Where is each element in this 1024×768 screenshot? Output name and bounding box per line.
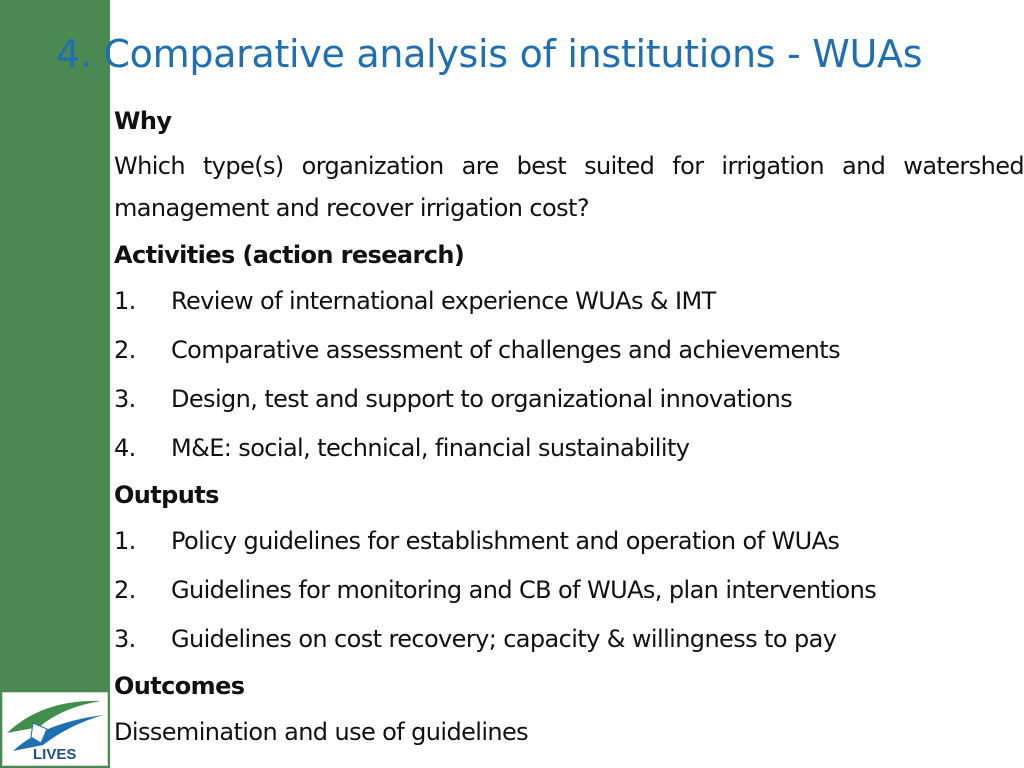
list-number: 2. [114, 336, 136, 364]
list-number: 1. [114, 527, 136, 555]
slide-title: 4. Comparative analysis of institutions - WUAs [56, 32, 923, 76]
outcomes-heading: Outcomes [114, 672, 245, 700]
list-number: 4. [114, 434, 136, 462]
list-text: Design, test and support to organizational innovations [171, 385, 793, 413]
outcomes-text: Dissemination and use of guidelines [114, 718, 529, 746]
list-text: M&E: social, technical, financial sustainability [171, 434, 690, 462]
list-number: 3. [114, 385, 136, 413]
left-sidebar-bar [0, 0, 110, 768]
list-item [114, 566, 1024, 615]
why-heading: Why [114, 107, 172, 135]
list-number: 3. [114, 625, 136, 653]
slide-content [114, 99, 1024, 756]
list-number: 2. [114, 576, 136, 604]
activities-list [114, 277, 1024, 473]
list-text: Guidelines on cost recovery; capacity & willingness to pay [171, 625, 837, 653]
list-text: Policy guidelines for establishment and operation of WUAs [171, 527, 840, 555]
list-item [114, 517, 1024, 566]
why-text: Which type(s) organization are best suited for irrigation and watershed management and recover irrigation cost? [114, 152, 1024, 222]
list-item [114, 424, 1024, 473]
list-item [114, 277, 1024, 326]
list-item [114, 615, 1024, 664]
list-item [114, 326, 1024, 375]
list-item [114, 375, 1024, 424]
list-text: Comparative assessment of challenges and achievements [171, 336, 840, 364]
list-text: Review of international experience WUAs & IMT [171, 287, 716, 315]
lives-logo-graphic [3, 693, 107, 765]
lives-logo [2, 692, 108, 766]
outputs-list [114, 517, 1024, 664]
logo-wordmark: LIVES [33, 746, 77, 763]
activities-heading: Activities (action research) [114, 241, 465, 269]
outputs-heading: Outputs [114, 481, 219, 509]
list-text: Guidelines for monitoring and CB of WUAs, plan interventions [171, 576, 877, 604]
list-number: 1. [114, 287, 136, 315]
